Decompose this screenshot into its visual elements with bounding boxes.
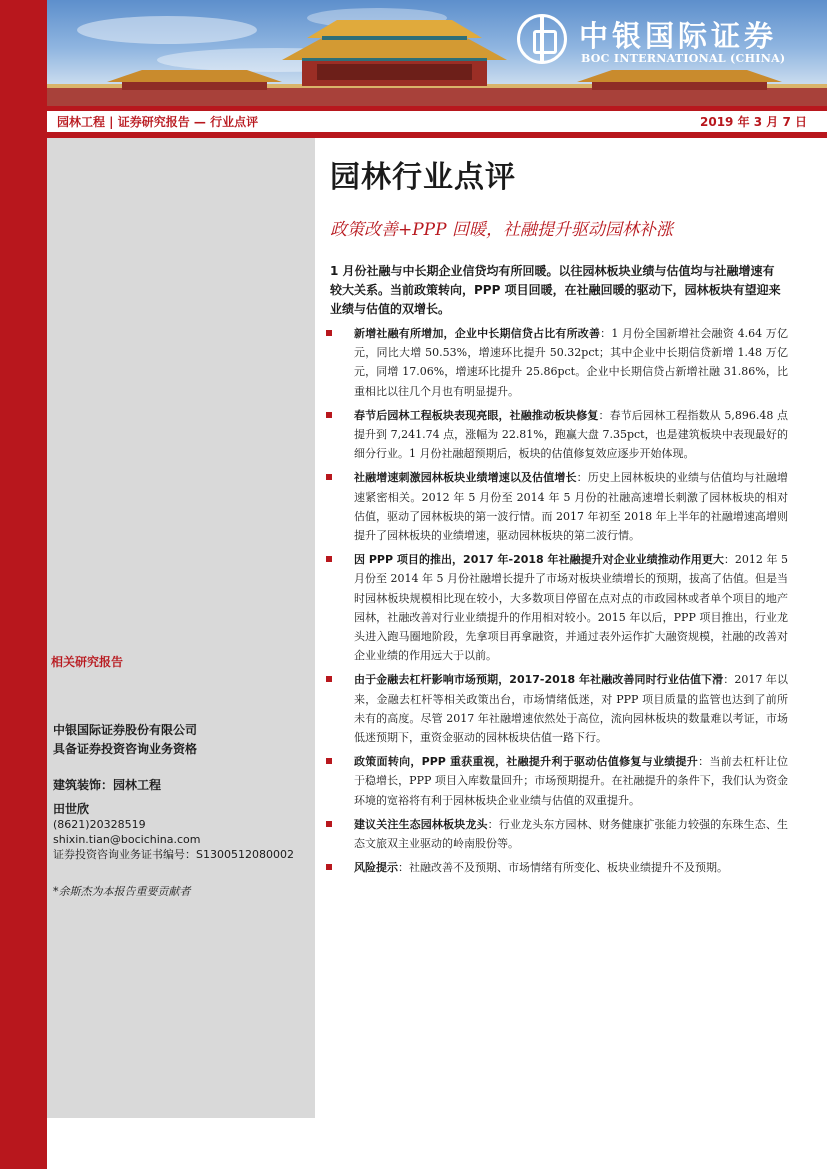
company-name: 中银国际证券股份有限公司	[53, 723, 198, 737]
key-points-list	[326, 324, 788, 882]
logo-chinese-text: 中银国际证券	[579, 19, 778, 53]
report-date: 2019 年 3 月 7 日	[700, 115, 807, 129]
list-item	[326, 752, 788, 810]
list-item	[326, 324, 788, 401]
list-item	[326, 670, 788, 747]
bullet-square-icon	[326, 556, 332, 562]
bullet-square-icon	[326, 676, 332, 682]
left-red-bar	[0, 0, 47, 1169]
bullet-heading: 因 PPP 项目的推出，2017 年-2018 年社融提升对企业业绩推动作用更大	[354, 553, 724, 567]
bullet-square-icon	[326, 864, 332, 870]
analyst-info	[53, 802, 294, 862]
list-item	[326, 815, 788, 853]
bullet-body: ：春节后园林工程指数从 5,896.48 点提升到 7,241.74 点，涨幅为 22.81%，跑赢大盘 7.35pct，也是建筑板块中表现最好的细分行业。1 月份社融超预期后，板块的估值修复效应逐步开始体现。	[354, 408, 788, 461]
bullet-body: ：社融改善不及预期、市场情绪有所变化、板块业绩提升不及预期。	[398, 861, 728, 875]
list-item	[326, 406, 788, 464]
header-strip	[47, 106, 827, 138]
bullet-body: ：1 月份全国新增社会融资 4.64 万亿元，同比大增 50.53%，增速环比提升 50.32pct；其中企业中长期信贷新增 1.48 万亿元，同增 17.06%，增速环比提升 25.86pct。企业中长期信贷占新增社融 31.86%，比重相比以往几个月也有明显提升。	[354, 327, 788, 398]
sector-label: 建筑装饰：园林工程	[53, 778, 162, 792]
company-info	[53, 721, 197, 759]
bullet-square-icon	[326, 821, 332, 827]
logo-english-text: BOC INTERNATIONAL (CHINA)	[581, 52, 786, 65]
report-subtitle: 政策改善+PPP 回暖，社融提升驱动园林补涨	[330, 220, 673, 240]
bullet-body: ：当前去杠杆让位于稳增长，PPP 项目入库数量回升；市场预期提升。在社融提升的条件下，我们认为资金环境的宽裕将有利于园林板块企业业绩与估值的双重提升。	[354, 755, 789, 807]
related-reports-heading: 相关研究报告	[51, 655, 124, 669]
sidebar	[47, 138, 315, 1118]
header-banner	[47, 0, 827, 106]
list-item	[326, 550, 788, 665]
analyst-certificate: 证券投资咨询业务证书编号：S1300512080002	[53, 848, 294, 861]
bullet-heading: 政策面转向，PPP 重获重视，社融提升利于驱动估值修复与业绩提升	[354, 755, 699, 769]
boc-logo	[517, 12, 817, 72]
bullet-heading: 春节后园林工程板块表现亮眼，社融推动板块修复	[354, 408, 599, 422]
contributor-note: *余斯杰为本报告重要贡献者	[53, 885, 191, 898]
bullet-heading: 风险提示	[354, 861, 398, 875]
list-item	[326, 468, 788, 545]
lead-paragraph: 1 月份社融与中长期企业信贷均有所回暖。以往园林板块业绩与估值均与社融增速有较大关系。当前政策转向，PPP 项目回暖，在社融回暖的驱动下，园林板块有望迎来业绩与估值的双增长。	[330, 264, 781, 316]
analyst-phone: (8621)20328519	[53, 818, 146, 831]
report-title: 园林行业点评	[330, 160, 516, 195]
bullet-square-icon	[326, 330, 332, 336]
company-qualification: 具备证券投资咨询业务资格	[53, 742, 198, 756]
bullet-body: ：历史上园林板块的业绩与估值均与社融增速紧密相关。2012 年 5 月份至 2014 年 5 月份的社融高速增长刺激了园林板块的相对估值，驱动了园林板块的第一波行情。而 2017 年初至 2018 年上半年的社融增速高增则提升了园林板块的业绩增速，驱动园林板块的第二波行情。	[354, 471, 789, 543]
list-item	[326, 858, 788, 877]
bullet-heading: 建议关注生态园林板块龙头	[354, 817, 488, 831]
bullet-body: ：2012 年 5 月份至 2014 年 5 月份社融增长提升了市场对板块业绩增长的预期，拔高了估值。但是当时园林板块规模相比现在较小，大多数项目停留在点对点的市政园林或者单个项目的地产园林，社融改善对行业业绩提升的作用相对较小。2015 年以后，PPP 项目推出，行业龙头进入跑马圈地阶段，先拿项目再拿融资，并通过表外运作扩大融资规模，社融的改善对企业业绩的作用远大于以前。	[354, 553, 788, 663]
boc-emblem-icon	[517, 14, 567, 64]
analyst-name: 田世欣	[53, 802, 90, 816]
analyst-email[interactable]: shixin.tian@bocichina.com	[53, 833, 201, 846]
bullet-heading: 新增社融有所增加，企业中长期信贷占比有所改善	[354, 327, 601, 340]
bullet-square-icon	[326, 412, 332, 418]
bullet-heading: 由于金融去杠杆影响市场预期，2017-2018 年社融改善同时行业估值下滑	[354, 673, 724, 687]
bullet-square-icon	[326, 758, 332, 764]
bullet-body: ：行业龙头东方园林、财务健康扩张能力较强的东珠生态、生态文旅双主业驱动的岭南股份等。	[354, 817, 788, 851]
breadcrumb: 园林工程 | 证券研究报告 — 行业点评	[57, 115, 259, 129]
bullet-heading: 社融增速刺激园林板块业绩增速以及估值增长	[354, 471, 577, 485]
bullet-square-icon	[326, 474, 332, 480]
bullet-body: ：2017 年以来，金融去杠杆等相关政策出台，市场情绪低迷，对 PPP 项目质量的监管也达到了前所未有的高度。尽管 2017 年社融增速依然处于高位，流向园林板块的数量难以考证，市场低迷预期下，重资金驱动的园林板块估值一路下行。	[354, 673, 789, 745]
